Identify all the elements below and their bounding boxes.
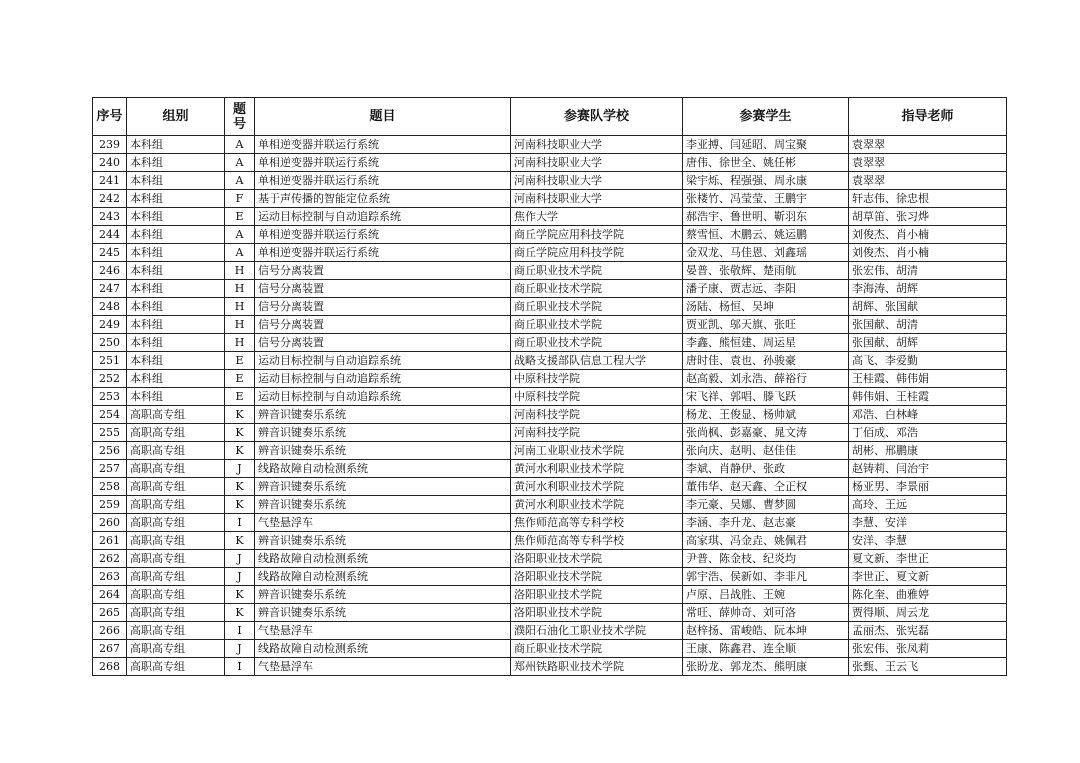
cell-school: 河南科技学院 <box>511 424 683 442</box>
cell-students: 卢原、吕战胜、王婉 <box>683 586 849 604</box>
cell-code: I <box>225 622 255 640</box>
cell-code: K <box>225 424 255 442</box>
cell-topic: 单相逆变器并联运行系统 <box>255 136 511 154</box>
cell-group: 高职高专组 <box>127 568 225 586</box>
cell-advisors: 胡草笛、张习烨 <box>849 208 1007 226</box>
cell-topic: 信号分离装置 <box>255 262 511 280</box>
cell-students: 李鑫、熊恒建、周运星 <box>683 334 849 352</box>
cell-group: 本科组 <box>127 334 225 352</box>
cell-school: 商丘职业技术学院 <box>511 262 683 280</box>
cell-group: 本科组 <box>127 262 225 280</box>
cell-seq: 264 <box>93 586 127 604</box>
cell-seq: 268 <box>93 658 127 676</box>
cell-seq: 244 <box>93 226 127 244</box>
cell-topic: 信号分离装置 <box>255 316 511 334</box>
cell-students: 张尚枫、彭嘉豪、晁文涛 <box>683 424 849 442</box>
cell-school: 黄河水利职业技术学院 <box>511 460 683 478</box>
table-row <box>93 658 1007 676</box>
table-row <box>93 622 1007 640</box>
cell-topic: 运动目标控制与自动追踪系统 <box>255 370 511 388</box>
cell-code: E <box>225 370 255 388</box>
cell-advisors: 丁佰成、邓浩 <box>849 424 1007 442</box>
header-row <box>93 98 1007 136</box>
cell-code: J <box>225 640 255 658</box>
cell-code: J <box>225 568 255 586</box>
cell-students: 郭宇浩、侯新如、李非凡 <box>683 568 849 586</box>
cell-topic: 信号分离装置 <box>255 280 511 298</box>
cell-code: J <box>225 460 255 478</box>
cell-group: 本科组 <box>127 226 225 244</box>
results-sheet <box>92 97 1006 676</box>
cell-seq: 243 <box>93 208 127 226</box>
cell-topic: 线路故障自动检测系统 <box>255 460 511 478</box>
cell-advisors: 袁翠翠 <box>849 136 1007 154</box>
cell-group: 本科组 <box>127 298 225 316</box>
cell-group: 高职高专组 <box>127 604 225 622</box>
cell-students: 张楼竹、冯莹莹、王鹏宇 <box>683 190 849 208</box>
cell-advisors: 夏文新、李世正 <box>849 550 1007 568</box>
cell-seq: 253 <box>93 388 127 406</box>
cell-students: 高家琪、冯金垚、姚佩君 <box>683 532 849 550</box>
cell-school: 河南科技职业大学 <box>511 190 683 208</box>
cell-advisors: 李海涛、胡辉 <box>849 280 1007 298</box>
cell-group: 本科组 <box>127 154 225 172</box>
cell-seq: 262 <box>93 550 127 568</box>
cell-seq: 257 <box>93 460 127 478</box>
cell-group: 本科组 <box>127 352 225 370</box>
table-row <box>93 316 1007 334</box>
table-row <box>93 532 1007 550</box>
cell-group: 本科组 <box>127 136 225 154</box>
cell-seq: 250 <box>93 334 127 352</box>
cell-group: 本科组 <box>127 316 225 334</box>
cell-group: 高职高专组 <box>127 478 225 496</box>
cell-topic: 辨音识键奏乐系统 <box>255 424 511 442</box>
cell-advisors: 王桂霞、韩伟娟 <box>849 370 1007 388</box>
table-row <box>93 604 1007 622</box>
cell-school: 焦作师范高等专科学校 <box>511 514 683 532</box>
table-row <box>93 172 1007 190</box>
cell-school: 河南工业职业技术学院 <box>511 442 683 460</box>
cell-code: I <box>225 514 255 532</box>
cell-group: 本科组 <box>127 208 225 226</box>
table-row <box>93 478 1007 496</box>
table-row <box>93 136 1007 154</box>
cell-seq: 242 <box>93 190 127 208</box>
cell-advisors: 胡彬、邢鹏康 <box>849 442 1007 460</box>
cell-code: K <box>225 604 255 622</box>
table-row <box>93 442 1007 460</box>
cell-topic: 辨音识键奏乐系统 <box>255 478 511 496</box>
cell-topic: 线路故障自动检测系统 <box>255 568 511 586</box>
cell-school: 河南科技学院 <box>511 406 683 424</box>
table-row <box>93 460 1007 478</box>
cell-seq: 247 <box>93 280 127 298</box>
cell-advisors: 袁翠翠 <box>849 154 1007 172</box>
cell-students: 李涵、李升龙、赵志豪 <box>683 514 849 532</box>
cell-school: 中原科技学院 <box>511 370 683 388</box>
cell-students: 李斌、肖静伊、张政 <box>683 460 849 478</box>
cell-school: 商丘职业技术学院 <box>511 640 683 658</box>
cell-code: H <box>225 280 255 298</box>
cell-topic: 单相逆变器并联运行系统 <box>255 226 511 244</box>
cell-topic: 基于声传播的智能定位系统 <box>255 190 511 208</box>
cell-students: 唐伟、徐世全、姚任彬 <box>683 154 849 172</box>
cell-school: 河南科技职业大学 <box>511 154 683 172</box>
table-row <box>93 586 1007 604</box>
cell-topic: 辨音识键奏乐系统 <box>255 604 511 622</box>
cell-code: E <box>225 352 255 370</box>
cell-advisors: 刘俊杰、肖小楠 <box>849 244 1007 262</box>
cell-code: H <box>225 334 255 352</box>
cell-topic: 单相逆变器并联运行系统 <box>255 244 511 262</box>
table-row <box>93 514 1007 532</box>
cell-seq: 249 <box>93 316 127 334</box>
cell-group: 本科组 <box>127 388 225 406</box>
cell-students: 郝浩宇、鲁世明、靳羽东 <box>683 208 849 226</box>
cell-group: 高职高专组 <box>127 460 225 478</box>
cell-seq: 255 <box>93 424 127 442</box>
cell-school: 黄河水利职业技术学院 <box>511 496 683 514</box>
table-row <box>93 388 1007 406</box>
cell-students: 张向庆、赵明、赵佳佳 <box>683 442 849 460</box>
cell-advisors: 赵铸莉、闫治宇 <box>849 460 1007 478</box>
cell-seq: 261 <box>93 532 127 550</box>
table-row <box>93 280 1007 298</box>
cell-advisors: 胡辉、张国献 <box>849 298 1007 316</box>
cell-seq: 265 <box>93 604 127 622</box>
cell-group: 高职高专组 <box>127 496 225 514</box>
cell-school: 洛阳职业技术学院 <box>511 604 683 622</box>
cell-students: 宋飞祥、郭唱、滕飞跃 <box>683 388 849 406</box>
cell-topic: 辨音识键奏乐系统 <box>255 586 511 604</box>
cell-advisors: 张国献、胡清 <box>849 316 1007 334</box>
header-school: 参赛队学校 <box>511 98 683 136</box>
cell-seq: 241 <box>93 172 127 190</box>
cell-school: 濮阳石油化工职业技术学院 <box>511 622 683 640</box>
cell-advisors: 杨亚男、李景丽 <box>849 478 1007 496</box>
table-row <box>93 406 1007 424</box>
cell-advisors: 张甄、王云飞 <box>849 658 1007 676</box>
cell-code: A <box>225 154 255 172</box>
cell-code: I <box>225 658 255 676</box>
cell-students: 晏普、张敬辉、楚雨航 <box>683 262 849 280</box>
cell-students: 梁宇烁、程强强、周永康 <box>683 172 849 190</box>
cell-code: J <box>225 550 255 568</box>
cell-topic: 辨音识键奏乐系统 <box>255 406 511 424</box>
cell-code: K <box>225 442 255 460</box>
cell-advisors: 安洋、李慧 <box>849 532 1007 550</box>
cell-group: 本科组 <box>127 280 225 298</box>
cell-seq: 248 <box>93 298 127 316</box>
cell-school: 商丘学院应用科技学院 <box>511 226 683 244</box>
cell-topic: 辨音识键奏乐系统 <box>255 496 511 514</box>
cell-school: 商丘职业技术学院 <box>511 334 683 352</box>
cell-advisors: 刘俊杰、肖小楠 <box>849 226 1007 244</box>
table-row <box>93 370 1007 388</box>
table-row <box>93 208 1007 226</box>
cell-seq: 251 <box>93 352 127 370</box>
table-row <box>93 568 1007 586</box>
cell-school: 焦作师范高等专科学校 <box>511 532 683 550</box>
cell-advisors: 张宏伟、胡清 <box>849 262 1007 280</box>
cell-students: 潘子康、贾志远、李阳 <box>683 280 849 298</box>
cell-group: 本科组 <box>127 172 225 190</box>
table-row <box>93 550 1007 568</box>
cell-school: 商丘职业技术学院 <box>511 316 683 334</box>
table-row <box>93 154 1007 172</box>
cell-topic: 运动目标控制与自动追踪系统 <box>255 208 511 226</box>
cell-advisors: 李世正、夏文新 <box>849 568 1007 586</box>
header-seq: 序号 <box>93 98 127 136</box>
cell-group: 本科组 <box>127 244 225 262</box>
table-row <box>93 352 1007 370</box>
cell-advisors: 李慧、安洋 <box>849 514 1007 532</box>
cell-code: H <box>225 262 255 280</box>
cell-school: 战略支援部队信息工程大学 <box>511 352 683 370</box>
cell-advisors: 张宏伟、张凤莉 <box>849 640 1007 658</box>
cell-school: 黄河水利职业技术学院 <box>511 478 683 496</box>
cell-seq: 263 <box>93 568 127 586</box>
cell-school: 河南科技职业大学 <box>511 172 683 190</box>
table-row <box>93 262 1007 280</box>
cell-school: 焦作大学 <box>511 208 683 226</box>
results-table <box>92 97 1007 676</box>
cell-group: 高职高专组 <box>127 514 225 532</box>
table-row <box>93 424 1007 442</box>
table-row <box>93 244 1007 262</box>
cell-advisors: 轩志伟、徐忠根 <box>849 190 1007 208</box>
cell-advisors: 陈化奎、曲雅婷 <box>849 586 1007 604</box>
table-row <box>93 298 1007 316</box>
cell-seq: 259 <box>93 496 127 514</box>
cell-school: 商丘学院应用科技学院 <box>511 244 683 262</box>
cell-code: K <box>225 532 255 550</box>
cell-topic: 信号分离装置 <box>255 334 511 352</box>
cell-advisors: 高玲、王远 <box>849 496 1007 514</box>
cell-code: E <box>225 388 255 406</box>
cell-group: 高职高专组 <box>127 406 225 424</box>
cell-school: 郑州铁路职业技术学院 <box>511 658 683 676</box>
cell-group: 高职高专组 <box>127 550 225 568</box>
cell-topic: 运动目标控制与自动追踪系统 <box>255 388 511 406</box>
cell-seq: 239 <box>93 136 127 154</box>
cell-topic: 信号分离装置 <box>255 298 511 316</box>
cell-code: K <box>225 406 255 424</box>
cell-topic: 单相逆变器并联运行系统 <box>255 154 511 172</box>
cell-group: 高职高专组 <box>127 424 225 442</box>
cell-students: 金双龙、马佳恩、刘鑫瑶 <box>683 244 849 262</box>
cell-school: 商丘职业技术学院 <box>511 280 683 298</box>
header-code: 题号 <box>225 98 255 136</box>
cell-code: A <box>225 136 255 154</box>
cell-school: 商丘职业技术学院 <box>511 298 683 316</box>
cell-students: 常旺、薛帅奇、刘可洛 <box>683 604 849 622</box>
cell-group: 高职高专组 <box>127 622 225 640</box>
cell-students: 王康、陈鑫君、连全顺 <box>683 640 849 658</box>
cell-school: 洛阳职业技术学院 <box>511 586 683 604</box>
cell-topic: 气垫悬浮车 <box>255 622 511 640</box>
cell-seq: 240 <box>93 154 127 172</box>
cell-code: K <box>225 478 255 496</box>
cell-code: H <box>225 298 255 316</box>
cell-topic: 辨音识键奏乐系统 <box>255 442 511 460</box>
cell-students: 杨龙、王俊显、杨帅斌 <box>683 406 849 424</box>
table-row <box>93 334 1007 352</box>
cell-group: 高职高专组 <box>127 532 225 550</box>
cell-seq: 256 <box>93 442 127 460</box>
cell-students: 唐时佳、袁也、孙骏豪 <box>683 352 849 370</box>
cell-seq: 258 <box>93 478 127 496</box>
cell-school: 洛阳职业技术学院 <box>511 568 683 586</box>
cell-students: 赵高毅、刘永浩、薛裕行 <box>683 370 849 388</box>
cell-school: 中原科技学院 <box>511 388 683 406</box>
cell-group: 高职高专组 <box>127 586 225 604</box>
cell-group: 高职高专组 <box>127 640 225 658</box>
cell-students: 汤陆、杨恒、吴坤 <box>683 298 849 316</box>
cell-advisors: 高飞、李爱勤 <box>849 352 1007 370</box>
cell-topic: 气垫悬浮车 <box>255 514 511 532</box>
cell-code: A <box>225 226 255 244</box>
cell-code: K <box>225 586 255 604</box>
cell-group: 高职高专组 <box>127 442 225 460</box>
cell-seq: 254 <box>93 406 127 424</box>
cell-code: H <box>225 316 255 334</box>
table-row <box>93 226 1007 244</box>
cell-students: 赵梓扬、雷峻皓、阮本坤 <box>683 622 849 640</box>
cell-topic: 辨音识键奏乐系统 <box>255 532 511 550</box>
cell-code: E <box>225 208 255 226</box>
cell-topic: 气垫悬浮车 <box>255 658 511 676</box>
cell-group: 本科组 <box>127 190 225 208</box>
cell-seq: 267 <box>93 640 127 658</box>
cell-seq: 245 <box>93 244 127 262</box>
cell-students: 张盼龙、郭龙杰、熊明康 <box>683 658 849 676</box>
cell-code: A <box>225 172 255 190</box>
cell-students: 贾亚凯、邬天旗、张旺 <box>683 316 849 334</box>
header-group: 组别 <box>127 98 225 136</box>
cell-advisors: 孟丽杰、张宪磊 <box>849 622 1007 640</box>
cell-students: 尹普、陈金枝、纪炎均 <box>683 550 849 568</box>
cell-students: 李元豪、吴娜、曹梦圆 <box>683 496 849 514</box>
cell-students: 李亚搏、闫延昭、周宝聚 <box>683 136 849 154</box>
cell-seq: 246 <box>93 262 127 280</box>
cell-code: A <box>225 244 255 262</box>
table-body <box>93 136 1007 676</box>
cell-code: K <box>225 496 255 514</box>
cell-school: 河南科技职业大学 <box>511 136 683 154</box>
cell-topic: 线路故障自动检测系统 <box>255 640 511 658</box>
cell-topic: 运动目标控制与自动追踪系统 <box>255 352 511 370</box>
table-row <box>93 190 1007 208</box>
cell-code: F <box>225 190 255 208</box>
cell-seq: 252 <box>93 370 127 388</box>
header-advisors: 指导老师 <box>849 98 1007 136</box>
table-row <box>93 640 1007 658</box>
cell-seq: 266 <box>93 622 127 640</box>
cell-group: 本科组 <box>127 370 225 388</box>
cell-seq: 260 <box>93 514 127 532</box>
cell-advisors: 贾得顺、周云龙 <box>849 604 1007 622</box>
cell-advisors: 袁翠翠 <box>849 172 1007 190</box>
header-students: 参赛学生 <box>683 98 849 136</box>
cell-topic: 单相逆变器并联运行系统 <box>255 172 511 190</box>
cell-group: 高职高专组 <box>127 658 225 676</box>
table-row <box>93 496 1007 514</box>
cell-advisors: 韩伟娟、王桂霞 <box>849 388 1007 406</box>
cell-advisors: 邓浩、白林峰 <box>849 406 1007 424</box>
header-topic: 题目 <box>255 98 511 136</box>
cell-topic: 线路故障自动检测系统 <box>255 550 511 568</box>
cell-students: 蔡雪恒、木鹏云、姚运鹏 <box>683 226 849 244</box>
cell-school: 洛阳职业技术学院 <box>511 550 683 568</box>
cell-advisors: 张国献、胡辉 <box>849 334 1007 352</box>
cell-students: 董伟华、赵天鑫、仝正权 <box>683 478 849 496</box>
